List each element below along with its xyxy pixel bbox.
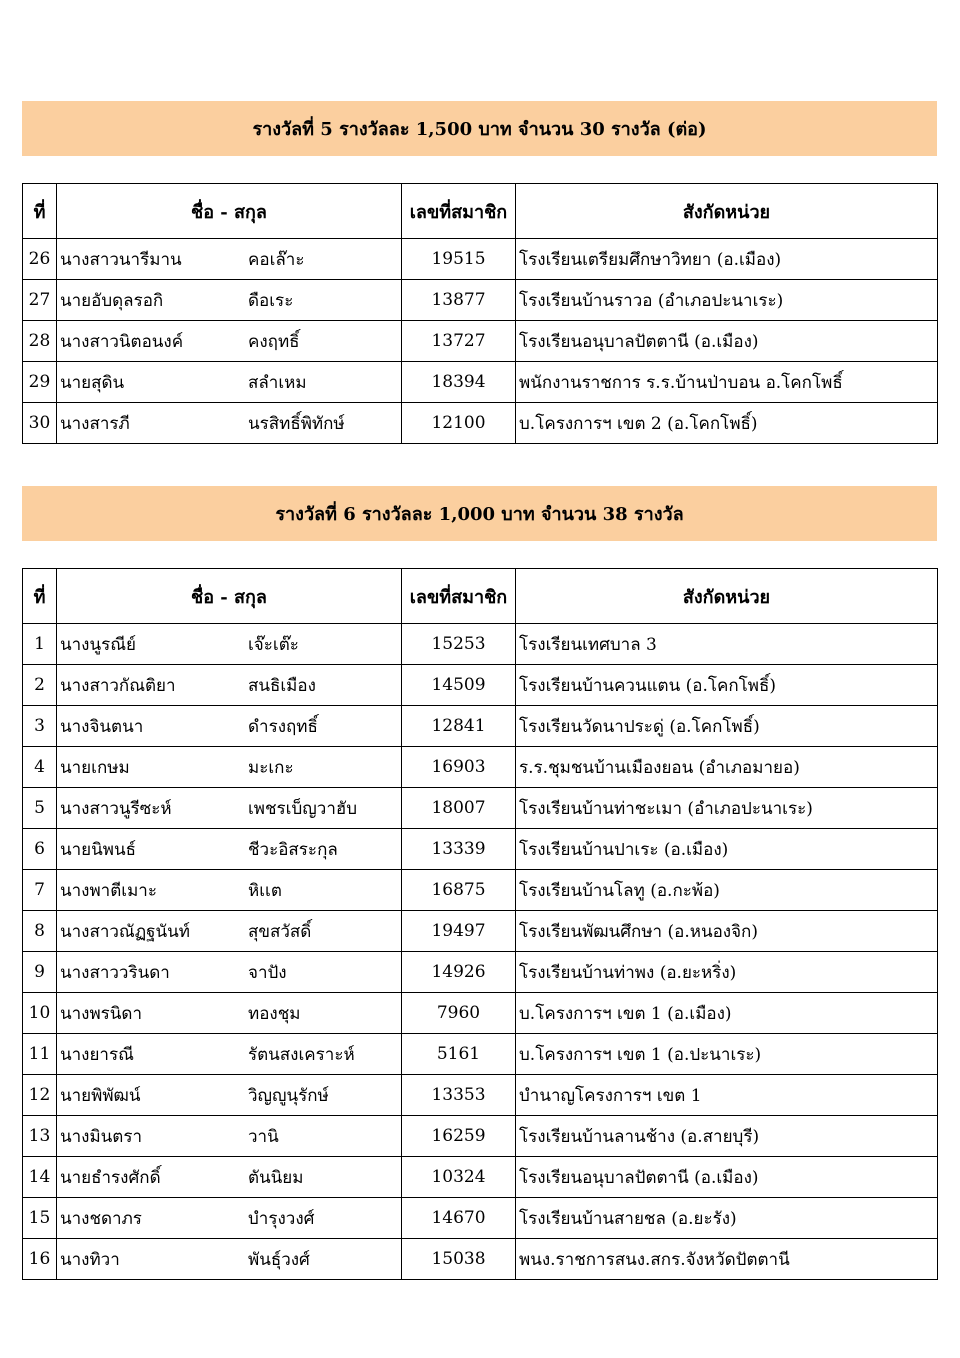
row-number: 4 <box>23 747 57 788</box>
table-row <box>23 624 938 665</box>
unit: บ.โครงการฯ เขต 1 (อ.ปะนาเระ) <box>516 1034 938 1075</box>
last-name: สุขสวัสดิ์ <box>248 921 312 942</box>
member-number: 12100 <box>402 403 516 444</box>
table-row <box>23 747 938 788</box>
unit: บ.โครงการฯ เขต 1 (อ.เมือง) <box>516 993 938 1034</box>
unit: ร.ร.ชุมชนบ้านเมืองยอน (อำเภอมายอ) <box>516 747 938 788</box>
table-row <box>23 706 938 747</box>
row-name <box>57 321 402 362</box>
section-1-title-banner <box>22 101 937 156</box>
member-number: 18007 <box>402 788 516 829</box>
first-name: นายอับดุลรอกิ <box>60 290 164 311</box>
last-name: ชีวะอิสระกุล <box>248 839 338 860</box>
row-name <box>57 403 402 444</box>
row-number: 7 <box>23 870 57 911</box>
table-row <box>23 788 938 829</box>
row-name <box>57 747 402 788</box>
table-row <box>23 829 938 870</box>
last-name: คงฤทธิ์ <box>248 331 300 352</box>
unit: โรงเรียนบ้านโลทู (อ.กะพ้อ) <box>516 870 938 911</box>
row-number: 9 <box>23 952 57 993</box>
table-header-row <box>23 569 938 624</box>
last-name: จาปัง <box>248 962 287 983</box>
first-name: นางทิวา <box>60 1249 120 1270</box>
unit: พนักงานราชการ ร.ร.บ้านป่าบอน อ.โคกโพธิ์ <box>516 362 938 403</box>
first-name: นายพิพัฒน์ <box>60 1085 141 1106</box>
unit: พนง.ราชการสนง.สกร.จังหวัดปัตตานี <box>516 1239 938 1280</box>
first-name: นางสาวนารีมาน <box>60 249 182 270</box>
member-number: 14670 <box>402 1198 516 1239</box>
table-header-row <box>23 184 938 239</box>
last-name: หิเเต <box>248 880 282 901</box>
member-number: 14509 <box>402 665 516 706</box>
last-name: คอเล๊าะ <box>248 249 305 270</box>
member-number: 19515 <box>402 239 516 280</box>
row-name <box>57 624 402 665</box>
section-1-title: รางวัลที่ 5 รางวัลละ 1,500 บาท จำนวน 30 รางวัล (ต่อ) <box>252 119 707 140</box>
first-name: นางสารภี <box>60 413 130 434</box>
row-name <box>57 706 402 747</box>
table-row <box>23 665 938 706</box>
header-no: ที่ <box>23 569 57 624</box>
first-name: นางชดาภร <box>60 1208 142 1229</box>
row-number: 3 <box>23 706 57 747</box>
row-name <box>57 1075 402 1116</box>
member-number: 16259 <box>402 1116 516 1157</box>
row-number: 28 <box>23 321 57 362</box>
row-number: 5 <box>23 788 57 829</box>
row-name <box>57 1157 402 1198</box>
member-number: 13727 <box>402 321 516 362</box>
unit: โรงเรียนบ้านราวอ (อำเภอปะนาเระ) <box>516 280 938 321</box>
last-name: ตันนิยม <box>248 1167 304 1188</box>
last-name: สนธิเมือง <box>248 675 316 696</box>
unit: โรงเรียนบ้านปาเระ (อ.เมือง) <box>516 829 938 870</box>
member-number: 14926 <box>402 952 516 993</box>
unit: โรงเรียนเทศบาล 3 <box>516 624 938 665</box>
unit: โรงเรียนบ้านลานช้าง (อ.สายบุรี) <box>516 1116 938 1157</box>
row-number: 10 <box>23 993 57 1034</box>
row-number: 14 <box>23 1157 57 1198</box>
table-row <box>23 1198 938 1239</box>
header-member: เลขที่สมาชิก <box>402 569 516 624</box>
first-name: นางสาวนูรีซะห์ <box>60 798 172 819</box>
member-number: 5161 <box>402 1034 516 1075</box>
unit: โรงเรียนวัดนาประดู่ (อ.โคกโพธิ์) <box>516 706 938 747</box>
row-name <box>57 870 402 911</box>
first-name: นายธำรงศักดิ์ <box>60 1167 161 1188</box>
table-row <box>23 321 938 362</box>
member-number: 16875 <box>402 870 516 911</box>
table-row <box>23 870 938 911</box>
member-number: 13877 <box>402 280 516 321</box>
last-name: นรสิทธิ์พิทักษ์ <box>248 413 345 434</box>
member-number: 13353 <box>402 1075 516 1116</box>
first-name: นางยารณี <box>60 1044 134 1065</box>
last-name: มะเกะ <box>248 757 294 778</box>
member-number: 18394 <box>402 362 516 403</box>
row-number: 12 <box>23 1075 57 1116</box>
table-row <box>23 403 938 444</box>
unit: บ.โครงการฯ เขต 2 (อ.โคกโพธิ์) <box>516 403 938 444</box>
last-name: ทองชุม <box>248 1003 301 1024</box>
table-row <box>23 1116 938 1157</box>
row-name <box>57 788 402 829</box>
row-name <box>57 1116 402 1157</box>
first-name: นางมินตรา <box>60 1126 143 1147</box>
row-number: 13 <box>23 1116 57 1157</box>
header-name: ชื่อ - สกุล <box>57 184 402 239</box>
row-name <box>57 280 402 321</box>
header-unit: สังกัดหน่วย <box>516 569 938 624</box>
header-unit: สังกัดหน่วย <box>516 184 938 239</box>
row-number: 30 <box>23 403 57 444</box>
row-name <box>57 911 402 952</box>
row-number: 29 <box>23 362 57 403</box>
table-row <box>23 1075 938 1116</box>
row-number: 6 <box>23 829 57 870</box>
last-name: สลำเหม <box>248 372 307 393</box>
unit: โรงเรียนบ้านควนแตน (อ.โคกโพธิ์) <box>516 665 938 706</box>
last-name: รัตนสงเคราะห์ <box>248 1044 355 1065</box>
row-name <box>57 1034 402 1075</box>
unit: โรงเรียนพัฒนศึกษา (อ.หนองจิก) <box>516 911 938 952</box>
member-number: 10324 <box>402 1157 516 1198</box>
table-row <box>23 280 938 321</box>
unit: โรงเรียนบ้านท่าพง (อ.ยะหริ่ง) <box>516 952 938 993</box>
first-name: นางสาวนิตอนงค์ <box>60 331 184 352</box>
member-number: 15038 <box>402 1239 516 1280</box>
last-name: ดำรงฤทธิ์ <box>248 716 318 737</box>
row-name <box>57 1198 402 1239</box>
table-row <box>23 1157 938 1198</box>
member-number: 16903 <box>402 747 516 788</box>
row-name <box>57 993 402 1034</box>
first-name: นางพาตีเมาะ <box>60 880 157 901</box>
first-name: นายสุดิน <box>60 372 125 393</box>
first-name: นายเกษม <box>60 757 130 778</box>
row-number: 16 <box>23 1239 57 1280</box>
row-name <box>57 1239 402 1280</box>
section-2-title: รางวัลที่ 6 รางวัลละ 1,000 บาท จำนวน 38 รางวัล <box>275 504 684 525</box>
first-name: นายนิพนธ์ <box>60 839 136 860</box>
row-name <box>57 829 402 870</box>
member-number: 12841 <box>402 706 516 747</box>
table-row <box>23 1034 938 1075</box>
last-name: วานิ <box>248 1126 279 1147</box>
last-name: ดือเระ <box>248 290 294 311</box>
first-name: นางสาววรินดา <box>60 962 170 983</box>
unit: โรงเรียนบ้านท่าชะเมา (อำเภอปะนาเระ) <box>516 788 938 829</box>
member-number: 19497 <box>402 911 516 952</box>
row-number: 1 <box>23 624 57 665</box>
unit: โรงเรียนอนุบาลปัตตานี (อ.เมือง) <box>516 1157 938 1198</box>
table-row <box>23 911 938 952</box>
row-number: 26 <box>23 239 57 280</box>
member-number: 15253 <box>402 624 516 665</box>
row-number: 11 <box>23 1034 57 1075</box>
unit: โรงเรียนอนุบาลปัตตานี (อ.เมือง) <box>516 321 938 362</box>
last-name: เพชรเบ็ญวาฮับ <box>248 798 358 819</box>
first-name: นางสาวกัณติยา <box>60 675 176 696</box>
row-number: 8 <box>23 911 57 952</box>
row-number: 2 <box>23 665 57 706</box>
header-name: ชื่อ - สกุล <box>57 569 402 624</box>
table-row <box>23 993 938 1034</box>
row-name <box>57 665 402 706</box>
last-name: เจ๊ะเต๊ะ <box>248 634 299 655</box>
row-number: 27 <box>23 280 57 321</box>
table-row <box>23 239 938 280</box>
unit: โรงเรียนบ้านสายชล (อ.ยะรัง) <box>516 1198 938 1239</box>
table-row <box>23 362 938 403</box>
table-row <box>23 1239 938 1280</box>
unit: บำนาญโครงการฯ เขต 1 <box>516 1075 938 1116</box>
unit: โรงเรียนเตรียมศึกษาวิทยา (อ.เมือง) <box>516 239 938 280</box>
section-2-table <box>22 568 938 1280</box>
section-2-title-banner <box>22 486 937 541</box>
last-name: วิญญูนุรักษ์ <box>248 1085 329 1106</box>
row-name <box>57 362 402 403</box>
first-name: นางพรนิดา <box>60 1003 143 1024</box>
row-name <box>57 952 402 993</box>
first-name: นางจินตนา <box>60 716 144 737</box>
row-name <box>57 239 402 280</box>
member-number: 7960 <box>402 993 516 1034</box>
section-1-table <box>22 183 938 444</box>
last-name: พันธุ์วงศ์ <box>248 1249 310 1270</box>
row-number: 15 <box>23 1198 57 1239</box>
header-member: เลขที่สมาชิก <box>402 184 516 239</box>
header-no: ที่ <box>23 184 57 239</box>
last-name: บำรุงวงศ์ <box>248 1208 315 1229</box>
first-name: นางสาวณัฏฐนันท์ <box>60 921 190 942</box>
first-name: นางนูรณีย์ <box>60 634 136 655</box>
member-number: 13339 <box>402 829 516 870</box>
table-row <box>23 952 938 993</box>
